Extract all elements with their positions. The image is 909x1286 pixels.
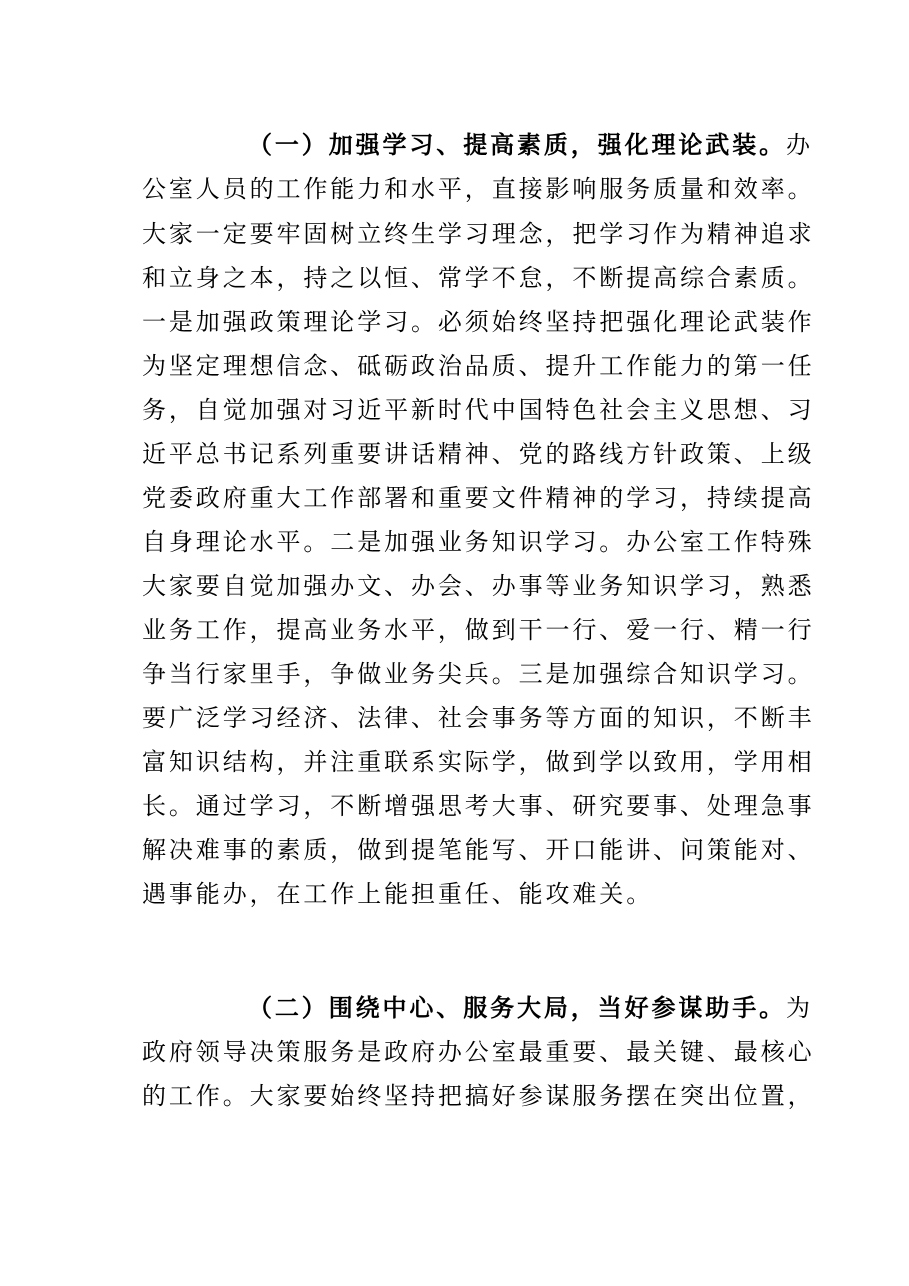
section-1-first-line <box>248 123 888 167</box>
paragraph-line: 长。通过学习，不断增强思考大事、研究要事、处理急事 <box>142 792 815 820</box>
paragraph-line: 富知识结构，并注重联系实际学，做到学以致用，学用相 <box>142 748 815 776</box>
paragraph-line: 的工作。大家要始终坚持把搞好参谋服务摆在突出位置， <box>142 1082 815 1110</box>
paragraph-line: 为坚定理想信念、砥砺政治品质、提升工作能力的第一任 <box>142 352 815 380</box>
paragraph-line: 公室人员的工作能力和水平，直接影响服务质量和效率。 <box>142 175 815 203</box>
paragraph-line: 和立身之本，持之以恒、常学不怠，不断提高综合素质。 <box>142 264 815 292</box>
paragraph-line: 近平总书记系列重要讲话精神、党的路线方针政策、上级 <box>142 440 815 468</box>
section-2-lead-text: 为 <box>786 994 813 1022</box>
paragraph-line: 党委政府重大工作部署和重要文件精神的学习，持续提高 <box>142 484 815 512</box>
paragraph-line: 争当行家里手，争做业务尖兵。三是加强综合知识学习。 <box>142 660 815 688</box>
paragraph-line <box>142 916 782 960</box>
paragraph-line: 解决难事的素质，做到提笔能写、开口能讲、问策能对、 <box>142 836 815 864</box>
section-2-first-line <box>248 986 888 1030</box>
section-1-lead-text: 办 <box>786 131 813 159</box>
paragraph-line: 大家要自觉加强办文、办会、办事等业务知识学习，熟悉 <box>142 572 815 600</box>
paragraph-line: 一是加强政策理论学习。必须始终坚持把强化理论武装作 <box>142 308 815 336</box>
section-2-heading: （二）围绕中心、服务大局，当好参谋助手。 <box>248 993 786 1022</box>
paragraph-line: 遇事能办，在工作上能担重任、能攻难关。 <box>142 880 654 908</box>
paragraph-line: 政府领导决策服务是政府办公室最重要、最关键、最核心 <box>142 1038 815 1066</box>
paragraph-line: 自身理论水平。二是加强业务知识学习。办公室工作特殊 <box>142 528 815 556</box>
section-1-heading: （一）加强学习、提高素质，强化理论武装。 <box>248 130 786 159</box>
paragraph-line: 大家一定要牢固树立终生学习理念，把学习作为精神追求 <box>142 220 815 248</box>
paragraph-line: 务，自觉加强对习近平新时代中国特色社会主义思想、习 <box>142 396 815 424</box>
paragraph-line: 要广泛学习经济、法律、社会事务等方面的知识，不断丰 <box>142 704 815 732</box>
paragraph-line: 业务工作，提高业务水平，做到干一行、爱一行、精一行 <box>142 616 815 644</box>
